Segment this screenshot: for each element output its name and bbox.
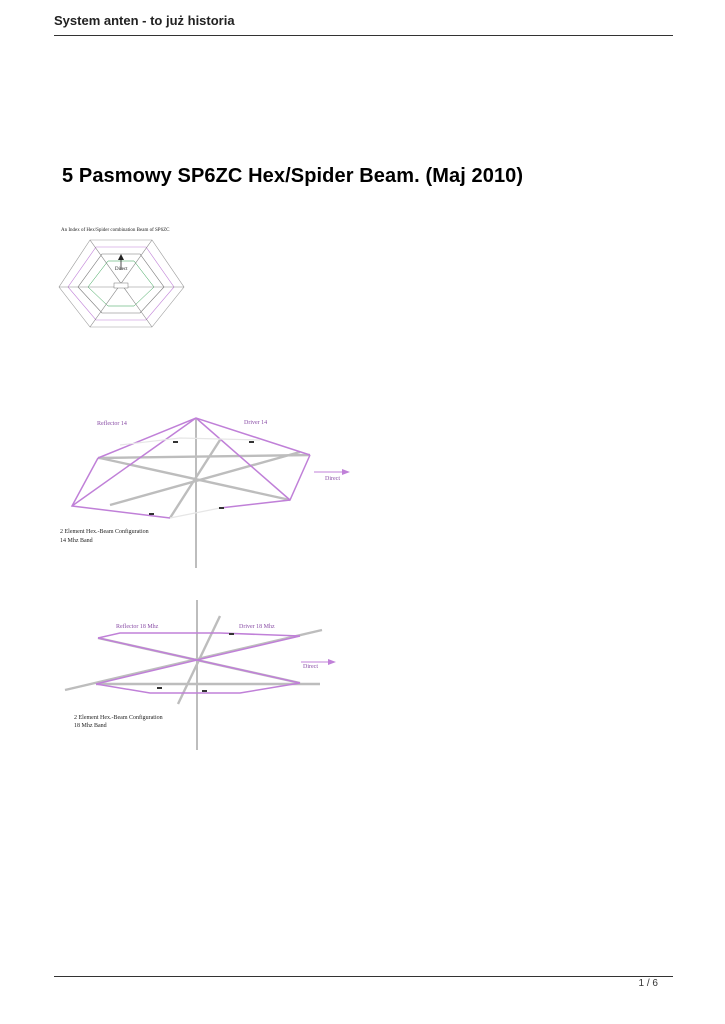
hex-beam-18mhz-diagram (60, 598, 360, 758)
figure2-caption-line2: 14 Mhz Band (60, 538, 93, 544)
page-number: 1 / 6 (638, 978, 658, 989)
figure2-caption-line1: 2 Element Hex.-Beam Configuration (60, 529, 149, 535)
figure3-caption-line1: 2 Element Hex.-Beam Configuration (74, 715, 163, 721)
figure3-direction-label: Direct (303, 664, 318, 670)
article-title: 5 Pasmowy SP6ZC Hex/Spider Beam. (Maj 2010) (62, 165, 524, 187)
footer-divider (54, 976, 673, 977)
hex-beam-14mhz-figure (60, 410, 360, 570)
document-header-title: System anten - to już historia (54, 13, 235, 28)
figure3-driver-label: Driver 18 Mhz (239, 624, 275, 630)
figure3-reflector-label: Reflector 18 Mhz (116, 624, 159, 630)
hex-beam-index-diagram (56, 225, 196, 335)
hex-beam-index-figure (56, 225, 196, 335)
figure2-driver-label: Driver 14 (244, 420, 268, 426)
figure2-direction-label: Direct (325, 476, 340, 482)
figure3-caption-line2: 18 Mhz Band (74, 723, 107, 729)
figure1-caption: An Index of Hex/Spider combination Beam of SP6ZC (61, 228, 170, 233)
figure1-direction-label: Direct (115, 267, 128, 272)
hex-beam-14mhz-diagram (60, 410, 360, 570)
hex-beam-18mhz-figure (60, 598, 360, 758)
header-divider (54, 35, 673, 36)
figure2-reflector-label: Reflector 14 (97, 421, 127, 427)
